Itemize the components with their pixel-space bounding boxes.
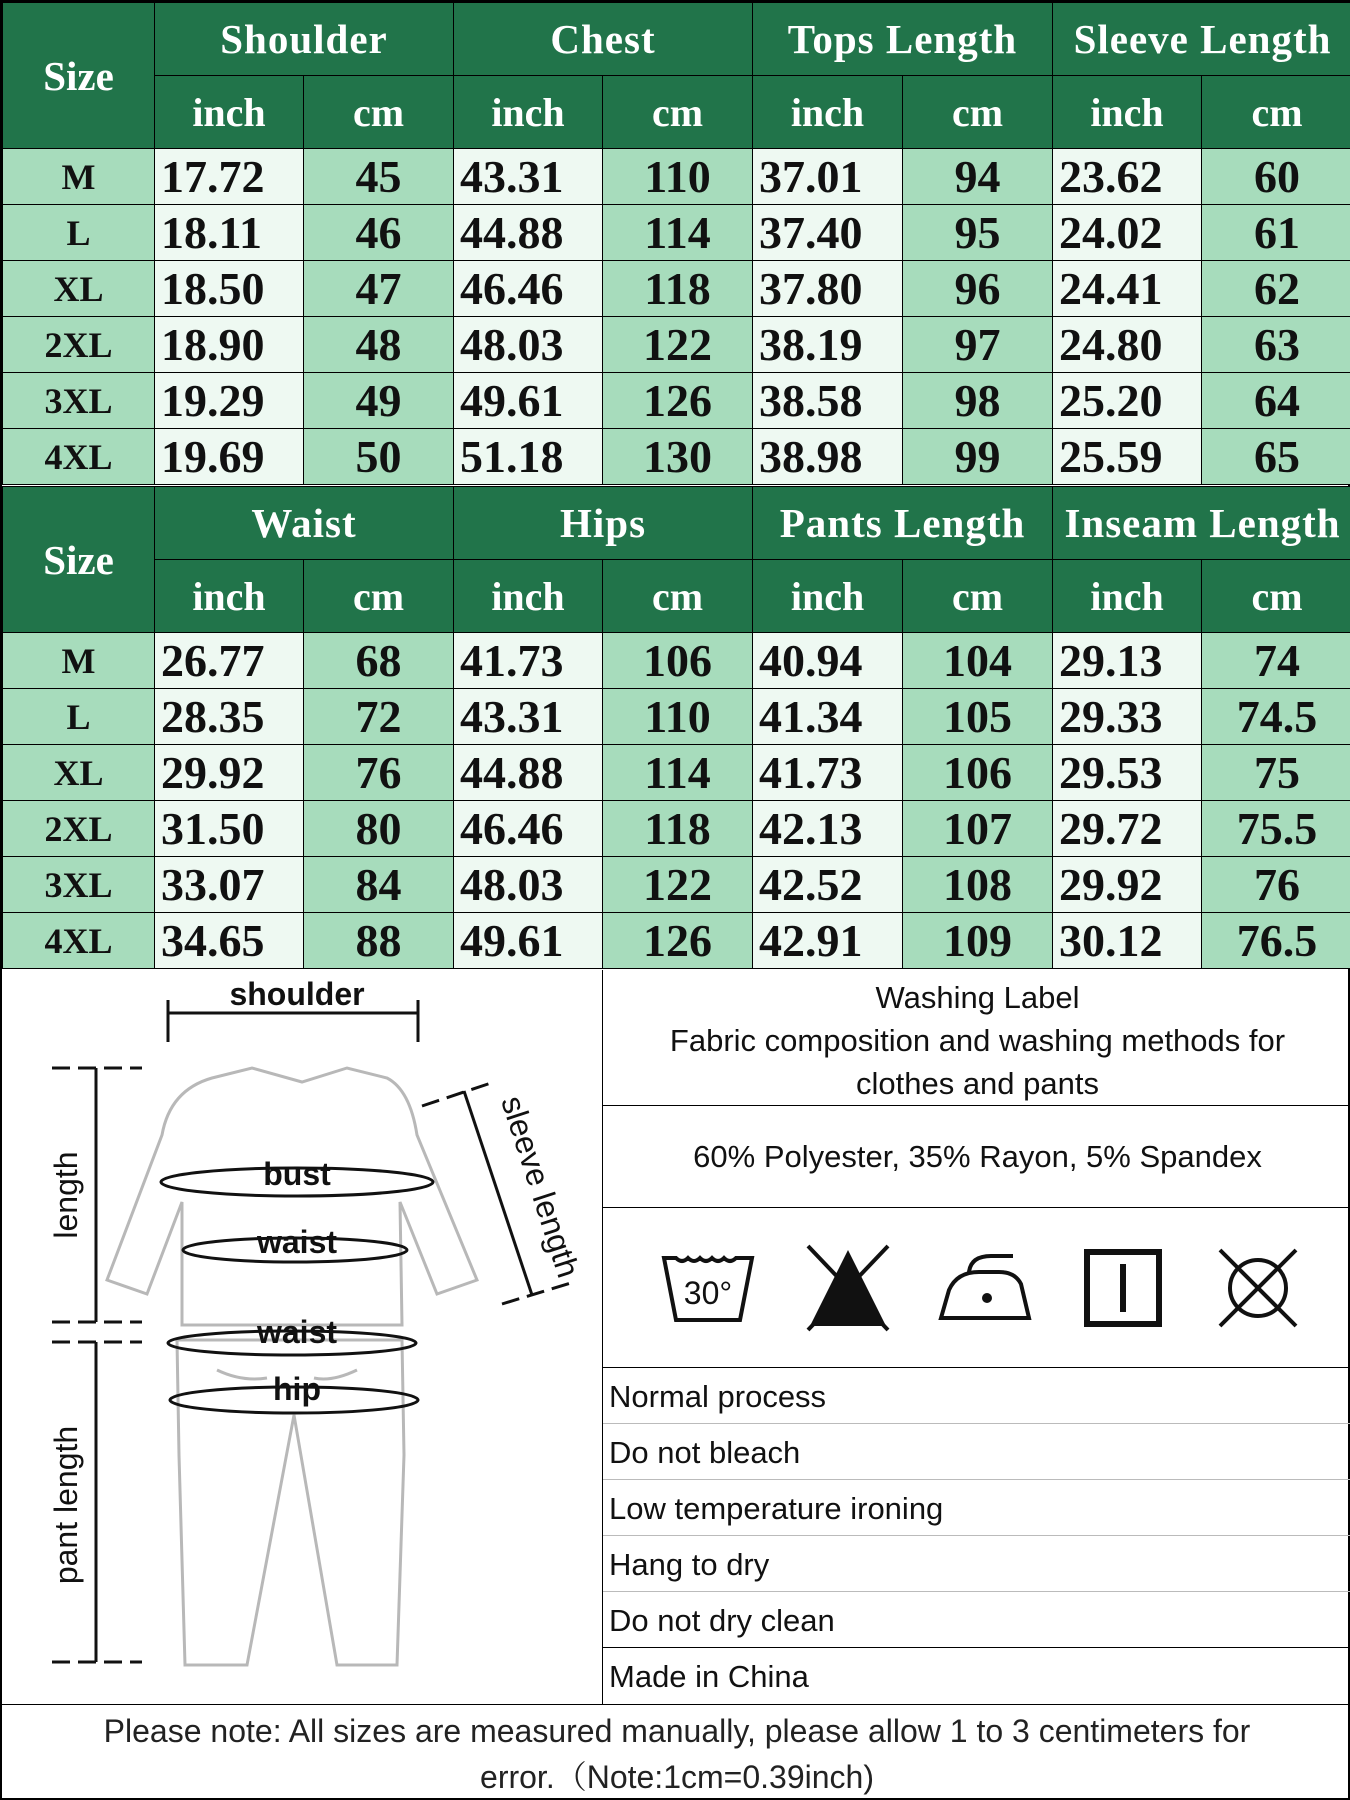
size-cell: 2XL <box>3 317 155 373</box>
inch-value: 23.62 <box>1053 149 1202 205</box>
size-header: Size <box>3 487 155 633</box>
inch-value: 31.50 <box>155 801 304 857</box>
inch-value: 26.77 <box>155 633 304 689</box>
unit-row <box>3 76 1350 149</box>
table-row <box>3 689 1350 745</box>
inch-value: 38.19 <box>753 317 903 373</box>
inch-value: 44.88 <box>454 745 603 801</box>
waist-pants-label: waist <box>256 1314 338 1350</box>
inch-value: 38.98 <box>753 429 903 485</box>
inch-value: 19.29 <box>155 373 304 429</box>
cm-value: 84 <box>304 857 454 913</box>
unit-header-inch: inch <box>454 560 603 633</box>
unit-header-cm: cm <box>903 76 1053 149</box>
inch-value: 42.52 <box>753 857 903 913</box>
inch-value: 48.03 <box>454 857 603 913</box>
cm-value: 50 <box>304 429 454 485</box>
unit-header-cm: cm <box>903 560 1053 633</box>
washing-label-title <box>603 970 1350 1106</box>
inch-value: 44.88 <box>454 205 603 261</box>
care-item-no-bleach: Do not bleach <box>603 1424 1350 1480</box>
inch-value: 43.31 <box>454 149 603 205</box>
cm-value: 74 <box>1202 633 1350 689</box>
unit-header-inch: inch <box>753 560 903 633</box>
column-header: Shoulder <box>155 3 454 76</box>
cm-value: 105 <box>903 689 1053 745</box>
cm-value: 68 <box>304 633 454 689</box>
column-header: Hips <box>454 487 753 560</box>
cm-value: 61 <box>1202 205 1350 261</box>
unit-header-cm: cm <box>603 560 753 633</box>
size-header: Size <box>3 3 155 149</box>
sleeve-length-label: sleeve length <box>494 1091 587 1282</box>
cm-value: 126 <box>603 373 753 429</box>
shoulder-label: shoulder <box>229 976 365 1012</box>
inch-value: 25.20 <box>1053 373 1202 429</box>
cm-value: 110 <box>603 149 753 205</box>
inch-value: 34.65 <box>155 913 304 969</box>
inch-value: 24.02 <box>1053 205 1202 261</box>
inch-value: 29.72 <box>1053 801 1202 857</box>
inch-value: 29.13 <box>1053 633 1202 689</box>
unit-header-inch: inch <box>155 560 304 633</box>
cm-value: 98 <box>903 373 1053 429</box>
washing-title-line1: Washing Label <box>875 980 1080 1015</box>
table-row <box>3 317 1350 373</box>
bottom-section <box>2 970 1350 1704</box>
cm-value: 96 <box>903 261 1053 317</box>
table-row <box>3 373 1350 429</box>
inch-value: 49.61 <box>454 373 603 429</box>
cm-value: 76.5 <box>1202 913 1350 969</box>
inch-value: 18.11 <box>155 205 304 261</box>
washing-title-line2: Fabric composition and washing methods for <box>669 1023 1286 1058</box>
table-row <box>3 429 1350 485</box>
inch-value: 18.90 <box>155 317 304 373</box>
inch-value: 37.40 <box>753 205 903 261</box>
size-cell: 4XL <box>3 429 155 485</box>
cm-value: 74.5 <box>1202 689 1350 745</box>
size-cell: M <box>3 149 155 205</box>
table-row <box>3 261 1350 317</box>
cm-value: 46 <box>304 205 454 261</box>
care-item-no-dry-clean: Do not dry clean <box>603 1592 1350 1648</box>
table-row <box>3 633 1350 689</box>
inch-value: 29.92 <box>1053 857 1202 913</box>
inch-value: 37.01 <box>753 149 903 205</box>
table-row <box>3 801 1350 857</box>
unit-header-cm: cm <box>1202 76 1350 149</box>
table-row <box>3 857 1350 913</box>
unit-header-inch: inch <box>155 76 304 149</box>
measurement-diagram <box>2 970 603 1704</box>
bust-label: bust <box>263 1156 331 1192</box>
cm-value: 109 <box>903 913 1053 969</box>
cm-value: 118 <box>603 261 753 317</box>
unit-header-cm: cm <box>1202 560 1350 633</box>
inch-value: 29.53 <box>1053 745 1202 801</box>
inch-value: 30.12 <box>1053 913 1202 969</box>
column-header: Waist <box>155 487 454 560</box>
cm-value: 75.5 <box>1202 801 1350 857</box>
column-header: Chest <box>454 3 753 76</box>
inch-value: 42.13 <box>753 801 903 857</box>
unit-row <box>3 560 1350 633</box>
unit-header-cm: cm <box>603 76 753 149</box>
cm-value: 95 <box>903 205 1053 261</box>
size-cell: 4XL <box>3 913 155 969</box>
care-item-low-iron: Low temperature ironing <box>603 1480 1350 1536</box>
unit-header-inch: inch <box>1053 560 1202 633</box>
column-header: Pants Length <box>753 487 1053 560</box>
inch-value: 25.59 <box>1053 429 1202 485</box>
cm-value: 122 <box>603 317 753 373</box>
washing-title-line3: clothes and pants <box>855 1066 1099 1101</box>
no-dry-clean-icon <box>1208 1238 1308 1338</box>
unit-header-cm: cm <box>304 76 454 149</box>
cm-value: 62 <box>1202 261 1350 317</box>
table-row <box>3 745 1350 801</box>
no-bleach-icon <box>798 1238 898 1338</box>
cm-value: 97 <box>903 317 1053 373</box>
size-cell: L <box>3 205 155 261</box>
inch-value: 38.58 <box>753 373 903 429</box>
wash-temperature: 30° <box>683 1275 733 1311</box>
cm-value: 107 <box>903 801 1053 857</box>
cm-value: 45 <box>304 149 454 205</box>
unit-header-cm: cm <box>304 560 454 633</box>
size-cell: 3XL <box>3 373 155 429</box>
header-row <box>3 3 1350 76</box>
cm-value: 94 <box>903 149 1053 205</box>
washing-label-panel <box>603 970 1350 1704</box>
column-header: Tops Length <box>753 3 1053 76</box>
column-header: Sleeve Length <box>1053 3 1350 76</box>
cm-value: 80 <box>304 801 454 857</box>
inch-value: 40.94 <box>753 633 903 689</box>
cm-value: 76 <box>1202 857 1350 913</box>
clothing-outline-illustration <box>2 970 602 1704</box>
wash-30-icon <box>658 1238 758 1338</box>
low-iron-icon <box>933 1238 1033 1338</box>
inch-value: 49.61 <box>454 913 603 969</box>
cm-value: 75 <box>1202 745 1350 801</box>
cm-value: 122 <box>603 857 753 913</box>
cm-value: 104 <box>903 633 1053 689</box>
cm-value: 130 <box>603 429 753 485</box>
cm-value: 64 <box>1202 373 1350 429</box>
inch-value: 43.31 <box>454 689 603 745</box>
cm-value: 48 <box>304 317 454 373</box>
cm-value: 60 <box>1202 149 1350 205</box>
size-cell: 3XL <box>3 857 155 913</box>
cm-value: 72 <box>304 689 454 745</box>
care-icons-row <box>603 1208 1350 1368</box>
cm-value: 99 <box>903 429 1053 485</box>
inch-value: 51.18 <box>454 429 603 485</box>
header-row <box>3 487 1350 560</box>
inch-value: 18.50 <box>155 261 304 317</box>
cm-value: 88 <box>304 913 454 969</box>
size-cell: XL <box>3 745 155 801</box>
inch-value: 24.41 <box>1053 261 1202 317</box>
table-row <box>3 913 1350 969</box>
inch-value: 37.80 <box>753 261 903 317</box>
hip-label: hip <box>273 1371 321 1407</box>
size-cell: L <box>3 689 155 745</box>
cm-value: 106 <box>903 745 1053 801</box>
inch-value: 48.03 <box>454 317 603 373</box>
inch-value: 41.73 <box>454 633 603 689</box>
pant-length-label: pant length <box>48 1425 84 1585</box>
inch-value: 17.72 <box>155 149 304 205</box>
fabric-composition: 60% Polyester, 35% Rayon, 5% Spandex <box>603 1106 1350 1208</box>
inch-value: 41.34 <box>753 689 903 745</box>
inch-value: 24.80 <box>1053 317 1202 373</box>
cm-value: 49 <box>304 373 454 429</box>
inch-value: 46.46 <box>454 801 603 857</box>
size-cell: 2XL <box>3 801 155 857</box>
care-instructions-list <box>603 1368 1350 1704</box>
inch-value: 19.69 <box>155 429 304 485</box>
inch-value: 29.92 <box>155 745 304 801</box>
cm-value: 106 <box>603 633 753 689</box>
cm-value: 65 <box>1202 429 1350 485</box>
cm-value: 110 <box>603 689 753 745</box>
cm-value: 114 <box>603 745 753 801</box>
inch-value: 41.73 <box>753 745 903 801</box>
unit-header-inch: inch <box>1053 76 1202 149</box>
waist-top-label: waist <box>256 1224 338 1260</box>
inch-value: 28.35 <box>155 689 304 745</box>
size-cell: XL <box>3 261 155 317</box>
unit-header-inch: inch <box>454 76 603 149</box>
cm-value: 126 <box>603 913 753 969</box>
measurement-note <box>2 1704 1350 1800</box>
cm-value: 63 <box>1202 317 1350 373</box>
length-label: length <box>48 1151 84 1239</box>
column-header: Inseam Length <box>1053 487 1350 560</box>
care-item-hang-dry: Hang to dry <box>603 1536 1350 1592</box>
cm-value: 114 <box>603 205 753 261</box>
cm-value: 76 <box>304 745 454 801</box>
size-cell: M <box>3 633 155 689</box>
tops-size-table <box>2 2 1350 485</box>
pants-size-table <box>2 486 1350 969</box>
note-line2: error.（Note:1cm=0.39inch) <box>480 1759 874 1795</box>
hang-dry-icon <box>1073 1238 1173 1338</box>
cm-value: 108 <box>903 857 1053 913</box>
care-item-made-in: Made in China <box>609 1659 809 1694</box>
table-row <box>3 205 1350 261</box>
inch-value: 42.91 <box>753 913 903 969</box>
table-row <box>3 149 1350 205</box>
note-line1: Please note: All sizes are measured manually, please allow 1 to 3 centimeters for <box>103 1713 1251 1749</box>
unit-header-inch: inch <box>753 76 903 149</box>
cm-value: 118 <box>603 801 753 857</box>
inch-value: 46.46 <box>454 261 603 317</box>
inch-value: 29.33 <box>1053 689 1202 745</box>
care-item-normal-process: Normal process <box>603 1368 1350 1424</box>
cm-value: 47 <box>304 261 454 317</box>
inch-value: 33.07 <box>155 857 304 913</box>
